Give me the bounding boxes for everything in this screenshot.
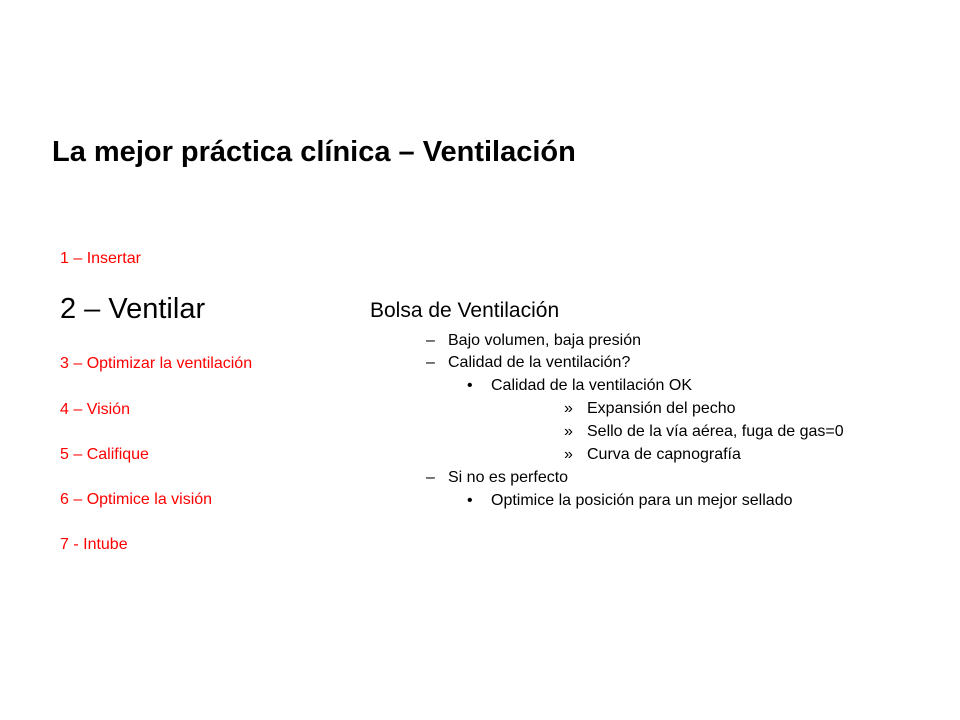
step-optimizar-ventilacion: 3 – Optimizar la ventilación bbox=[60, 355, 253, 372]
step-optimice-vision: 6 – Optimice la visión bbox=[60, 491, 213, 508]
step-intube: 7 - Intube bbox=[60, 536, 128, 553]
chevron-marker: » bbox=[564, 400, 573, 417]
step-insertar: 1 – Insertar bbox=[60, 250, 141, 267]
bullet-marker: • bbox=[467, 377, 473, 394]
panel-item-optimice-posicion: Optimice la posición para un mejor sellado bbox=[491, 492, 793, 509]
dash-marker: – bbox=[426, 469, 435, 486]
panel-item-calidad: Calidad de la ventilación? bbox=[448, 354, 631, 371]
panel-item-si-no-perfecto: Si no es perfecto bbox=[448, 469, 569, 486]
step-califique: 5 – Califique bbox=[60, 446, 149, 463]
step-vision: 4 – Visión bbox=[60, 401, 130, 418]
slide-title: La mejor práctica clínica – Ventilación bbox=[52, 136, 576, 168]
panel-item-sello-via-aerea: Sello de la vía aérea, fuga de gas=0 bbox=[587, 423, 844, 440]
panel-item-calidad-ok: Calidad de la ventilación OK bbox=[491, 377, 693, 394]
panel-item-bajo-volumen: Bajo volumen, baja presión bbox=[448, 332, 642, 349]
chevron-marker: » bbox=[564, 423, 573, 440]
bullet-marker: • bbox=[467, 492, 473, 509]
panel-item-curva-capnografia: Curva de capnografía bbox=[587, 446, 741, 463]
panel-heading: Bolsa de Ventilación bbox=[370, 299, 560, 322]
dash-marker: – bbox=[426, 354, 435, 371]
step-ventilar-active: 2 – Ventilar bbox=[60, 293, 206, 325]
chevron-marker: » bbox=[564, 446, 573, 463]
panel-item-expansion-pecho: Expansión del pecho bbox=[587, 400, 736, 417]
dash-marker: – bbox=[426, 332, 435, 349]
